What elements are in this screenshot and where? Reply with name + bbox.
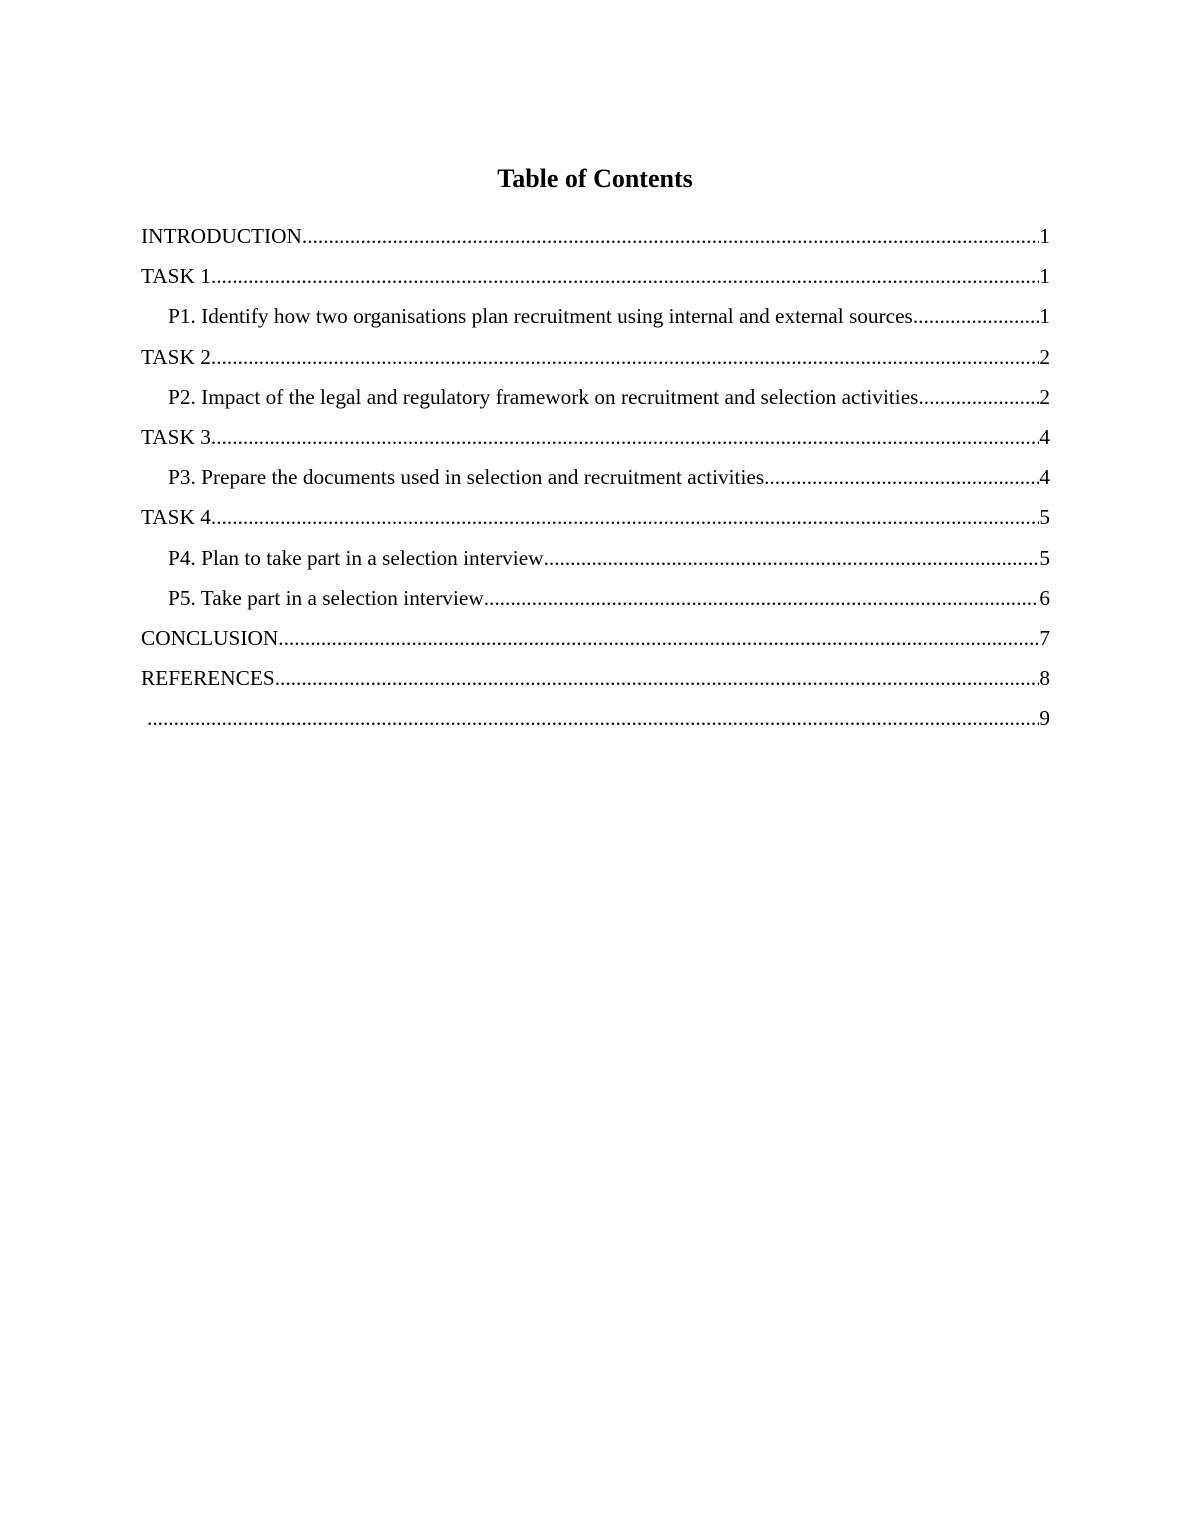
- toc-dot-leader: [278, 622, 1039, 654]
- toc-entry-references[interactable]: [141, 662, 1050, 702]
- toc-page-number: 9: [1039, 706, 1050, 731]
- toc-entry-p4[interactable]: [141, 542, 1050, 582]
- toc-dot-leader: [211, 421, 1039, 453]
- toc-page-number: 6: [1039, 585, 1050, 610]
- toc-entry-text: CONCLUSION: [141, 625, 279, 650]
- toc-entry-task-1[interactable]: [141, 260, 1050, 300]
- toc-entry-text: TASK 4: [141, 505, 211, 530]
- toc-dot-leader: [211, 501, 1039, 533]
- toc-entry-text: INTRODUCTION: [141, 224, 302, 248]
- toc-entry-task-4[interactable]: [141, 501, 1050, 541]
- toc-page-number: 1: [1039, 304, 1050, 329]
- toc-entry-p1[interactable]: [141, 300, 1050, 340]
- toc-entry-text: P3. Prepare the documents used in selection and recruitment activities: [168, 465, 765, 490]
- toc-entry-untitled[interactable]: [141, 702, 1050, 742]
- toc-page-number: 5: [1039, 505, 1050, 530]
- toc-page-number: 1: [1039, 224, 1050, 248]
- toc-dot-leader: [918, 381, 1039, 413]
- toc-page-number: 5: [1039, 545, 1050, 570]
- toc-entry-text: P1. Identify how two organisations plan recruitment using internal and external sources: [168, 304, 913, 329]
- toc-entry-text: P2. Impact of the legal and regulatory framework on recruitment and selection activities: [168, 384, 919, 409]
- toc-dot-leader: [275, 662, 1040, 694]
- toc-dot-leader: [211, 260, 1039, 292]
- toc-entry-introduction[interactable]: [141, 220, 1050, 260]
- toc-list: [141, 220, 1050, 742]
- toc-dot-leader: [764, 461, 1039, 493]
- toc-entry-text: REFERENCES: [141, 666, 275, 691]
- toc-entry-text: P5. Take part in a selection interview: [168, 585, 484, 610]
- toc-entry-text: TASK 2: [141, 344, 211, 369]
- toc-entry-text: TASK 3: [141, 424, 211, 449]
- toc-entry-text: P4. Plan to take part in a selection interview: [168, 545, 544, 570]
- toc-dot-leader: [211, 341, 1039, 373]
- toc-entry-task-2[interactable]: [141, 341, 1050, 381]
- toc-entry-p3[interactable]: [141, 461, 1050, 501]
- toc-page-number: 4: [1039, 424, 1050, 449]
- toc-page-number: 2: [1039, 384, 1050, 409]
- toc-page-number: 2: [1039, 344, 1050, 369]
- toc-entry-p5[interactable]: [141, 582, 1050, 622]
- toc-dot-leader: [913, 300, 1040, 332]
- toc-entry-conclusion[interactable]: [141, 622, 1050, 662]
- toc-dot-leader: [302, 220, 1039, 252]
- toc-title: Table of Contents: [497, 164, 693, 193]
- toc-entry-text: TASK 1: [141, 264, 211, 289]
- toc-page-number: 1: [1039, 264, 1050, 289]
- toc-entry-task-3[interactable]: [141, 421, 1050, 461]
- toc-page-number: 8: [1039, 666, 1050, 691]
- toc-entry-p2[interactable]: [141, 381, 1050, 421]
- toc-page-number: 7: [1039, 625, 1050, 650]
- toc-dot-leader: [147, 702, 1039, 734]
- toc-dot-leader: [544, 542, 1040, 574]
- toc-dot-leader: [484, 582, 1040, 614]
- toc-page-number: 4: [1039, 465, 1050, 490]
